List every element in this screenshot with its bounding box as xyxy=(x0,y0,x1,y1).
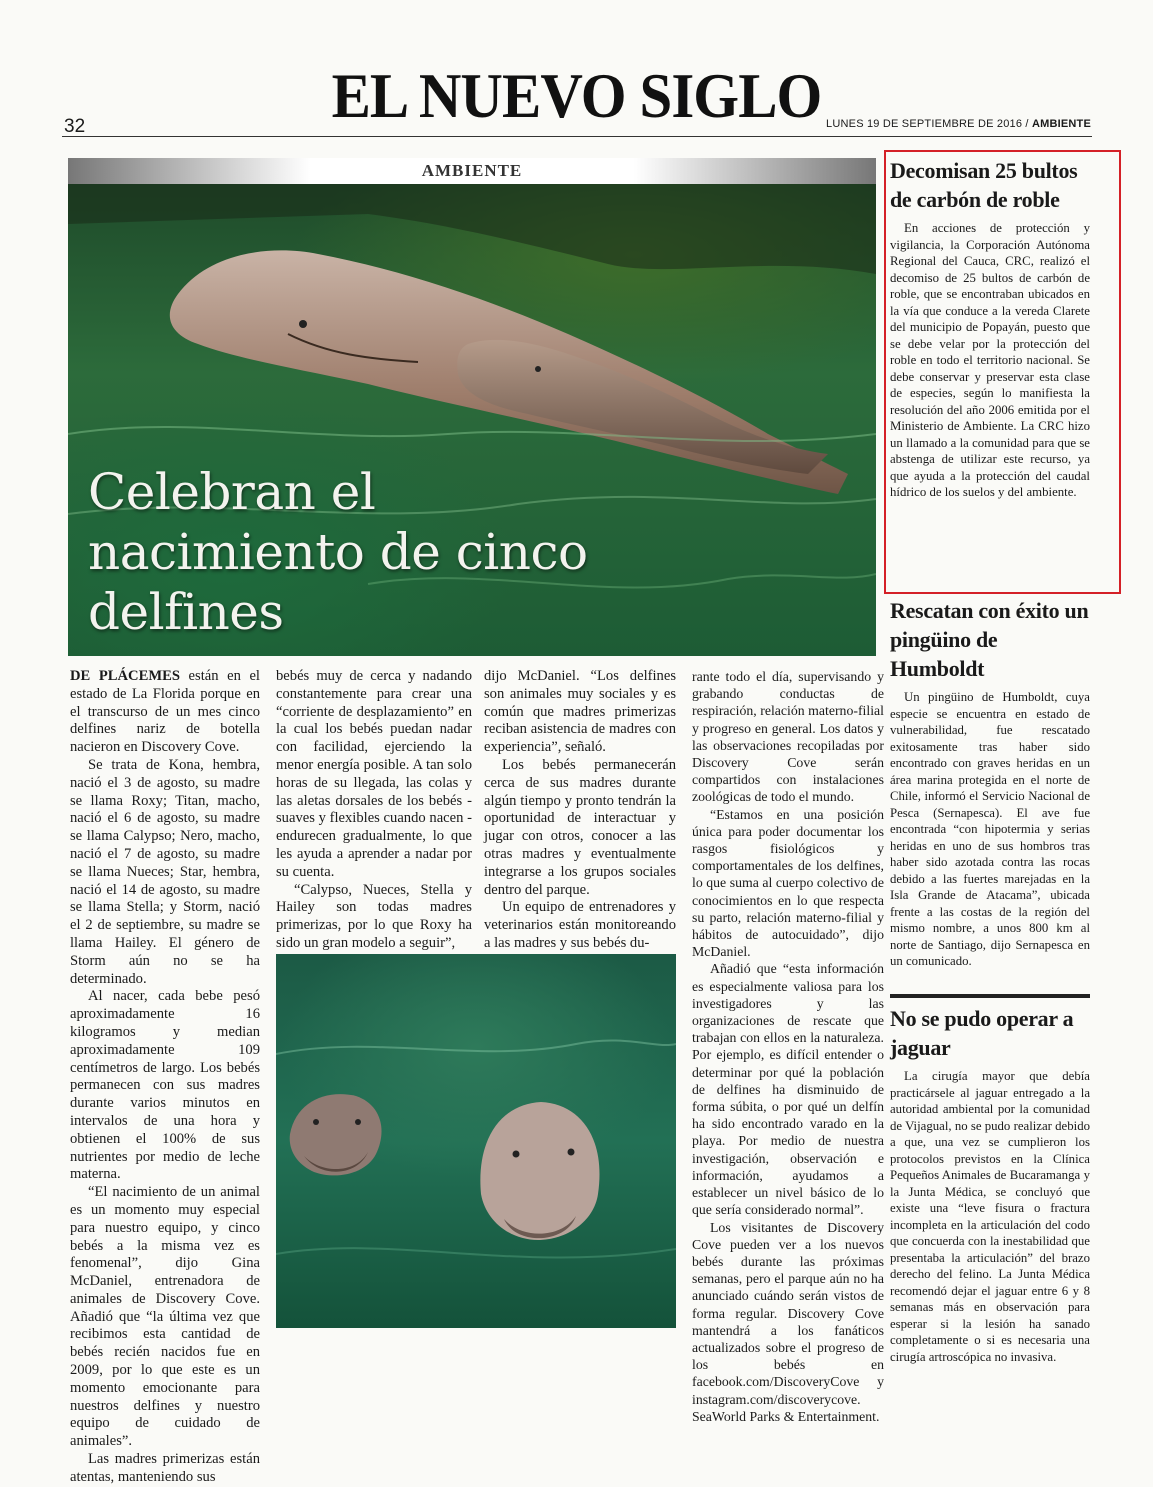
article-column-1 xyxy=(70,668,260,1487)
newspaper-title: EL NUEVO SIGLO xyxy=(331,60,822,131)
article-column-4 xyxy=(692,668,884,1425)
lead-word: DE PLÁCEMES xyxy=(70,668,180,684)
sidebar-story-1 xyxy=(890,156,1090,501)
paragraph: Un equipo de entrenadores y veterinarios están monitoreando a las madres y sus bebés du- xyxy=(484,899,676,951)
paragraph: Las madres primerizas están atentas, manteniendo sus xyxy=(70,1451,260,1485)
paragraph: Al nacer, cada bebe pesó aproximadamente 16 kilogramos y median aproximadamente 109 centímetros de largo. Los bebés permanecen con sus madres durante varios minutos en intervalos de una hora y obtienen el 100% de sus nutrientes por medio de leche materna. xyxy=(70,988,260,1183)
dolphins-photo xyxy=(276,954,676,1328)
paragraph: Se trata de Kona, hembra, nació el 3 de agosto, su madre se llama Roxy; Titan, macho, nació el 6 de agosto, su madre se llama Calypso; Nero, macho, nació el 7 de agosto, su madre se llama Nueces; Star, hembra, nació el 14 de agosto, su madre se llama Stella; y Storm, nació el 2 de septiembre, su madre se llama Hailey. El género de Storm aún no se ha determinado. xyxy=(70,756,260,987)
paragraph: “El nacimiento de un animal es un momento muy especial para nuestro equipo, y cinco bebés a la misma vez es fenomenal”, dijo Gina McDaniel, entrenadora de animales de Discovery Cove. Añadió que “la última vez que recibimos esta cantidad de bebés recién nacidos fue en 2009, por lo que este es un momento emocionante para nuestros delfines y nuestro equipo de cuidado de animales”. xyxy=(70,1184,260,1450)
header-rule xyxy=(62,136,1092,137)
section-label: AMBIENTE xyxy=(421,161,523,180)
sidebar-story-2 xyxy=(890,596,1090,970)
page-number: 32 xyxy=(64,116,86,137)
sidebar-headline: Decomisan 25 bultos de carbón de roble xyxy=(890,158,1078,212)
paragraph: rante todo el día, supervisando y grabando conductas de respiración, relación materno-filial y progreso en general. Los datos y las observaciones recopiladas por Discovery Cove serán compartidos con instalaciones zoológicas de todo el mundo. xyxy=(692,669,884,805)
sidebar-headline: Rescatan con éxito un pingüino de Humboldt xyxy=(890,598,1089,681)
paragraph: Añadió que “esta información es especialmente valiosa para los investigadores y las organizaciones de rescate que trabajan con ellos en la naturaleza. Por ejemplo, es difícil entender o determinar por qué la población de delfines ha disminuido de forma súbita, o por qué un delfín ha sido encontrado varado en la playa. Por medio de nuestra investigación, observación e información, ayudamos a establecer un nivel básico de lo que sería considerado normal”. xyxy=(692,961,884,1218)
paragraph: “Calypso, Nueces, Stella y Hailey son todas madres primerizas, por lo que Roxy ha sido un gran modelo a seguir”, xyxy=(276,881,472,951)
article-column-3 xyxy=(484,668,676,953)
section-name: AMBIENTE xyxy=(1031,118,1091,130)
paragraph: DE PLÁCEMES están en el estado de La Florida porque en el transcurso de un mes cinco delfines nariz de botella nacieron en Discovery Cove. xyxy=(70,668,260,756)
paragraph: “Estamos en una posición única para poder documentar los rasgos fisiológicos y comportamentales de los delfines, lo que suma al cuerpo colectivo de conocimientos en lo que respecta su parto, relación materno-filial y hábitos de autocuidado”, dijo McDaniel. xyxy=(692,806,884,960)
paragraph: Los visitantes de Discovery Cove pueden ver a los nuevos bebés durante las próximas semanas, pero el parque aún no ha anunciado cuándo serán vistos de forma regular. Discovery Cove mantendrá a los fanáticos actualizados sobre el progreso de los bebés en facebook.com/DiscoveryCove y instagram.com/discoverycove. SeaWorld Parks & Entertainment. xyxy=(692,1219,884,1424)
dateline xyxy=(826,118,1091,130)
sidebar-headline: No se pudo operar a jaguar xyxy=(890,1006,1074,1060)
sidebar-rule xyxy=(890,994,1090,998)
date-text: LUNES 19 DE SEPTIEMBRE DE 2016 / xyxy=(826,118,1032,130)
article-column-2 xyxy=(276,668,472,953)
sidebar-story-3 xyxy=(890,1004,1090,1365)
paragraph: Los bebés permanecerán cerca de sus madres durante algún tiempo y pronto tendrán la oportunidad de interactuar y jugar con otros, conocer a las otras madres y eventualmente integrarse a los grupos sociales dentro del parque. xyxy=(484,756,676,898)
dolphins-illustration xyxy=(276,954,676,1328)
main-headline: Celebran el nacimiento de cinco delfines xyxy=(88,463,588,641)
sidebar-body: La cirugía mayor que debía practicársele al jaguar entregado a la autoridad ambiental por la comunidad de Vijagual, no se pudo realizar debido a que, una vez se cumplieron los protocolos previstos en la Clínica Pequeños Animales de Bucaramanga y la Junta Médica, se concluyó que existe una “leve fisura o fractura incompleta en la articulación del codo que concuerda con la inestabilidad que presentaba la articulación” del brazo derecho del felino. La Junta Médica recomendó dejar el jaguar entre 6 y 8 semanas más en observación para esperar si la lesión ha sanado completamente o si es necesaria una cirugía artroscópica no invasiva. xyxy=(890,1069,1090,1364)
sidebar-body: Un pingüino de Humboldt, cuya especie se encuentra en estado de vulnerabilidad, fue rescatado exitosamente tras haber sido encontrado con graves heridas en un área marina protegida en el norte de Chile, informó el Servicio Nacional de Pesca (Sernapesca). El ave fue encontrada “con hipotermia y serias heridas en uno de sus hombros tras haber sido azotada contra las rocas debido a las fuertes marejadas en la Isla Grande de Atacama”, ubicada frente a las costas de la región del mismo nombre, a unos 800 km al norte de Santiago, dijo Sernapesca en un comunicado. xyxy=(890,690,1090,968)
sidebar-body: En acciones de protección y vigilancia, la Corporación Autónoma Regional del Cauca, CRC, realizó el decomiso de 25 bultos de carbón de roble, que se encontraban ubicados en la vía que conduce a la vereda Clarete del municipio de Popayán, puesto que se debe velar por la protección del roble en todo el territorio nacional. Se debe conservar y preservar esta clase de especies, según lo manifiesta la resolución del año 2006 emitida por el Ministerio de Ambiente. La CRC hizo un llamado a la comunidad para que se abstenga de utilizar este recurso, ya que ayuda a la protección del caudal hídrico de los suelos y del ambiente. xyxy=(890,221,1090,499)
hero-photo xyxy=(68,184,876,656)
section-bar xyxy=(68,158,876,184)
paragraph: bebés muy de cerca y nadando constantemente para crear una “corriente de desplazamiento” en la cual los bebés puedan nadar con facilidad, ejerciendo la menor energía posible. A tan solo horas de su llegada, las colas y las aletas dorsales de los bebés - suaves y flexibles cuando nacen - endurecen gradualmente, lo que les ayuda a aprender a nadar por su cuenta. xyxy=(276,668,472,880)
paragraph: dijo McDaniel. “Los delfines son animales muy sociales y es común que madres primerizas reciban asistencia de madres con experiencia”, señaló. xyxy=(484,668,676,756)
